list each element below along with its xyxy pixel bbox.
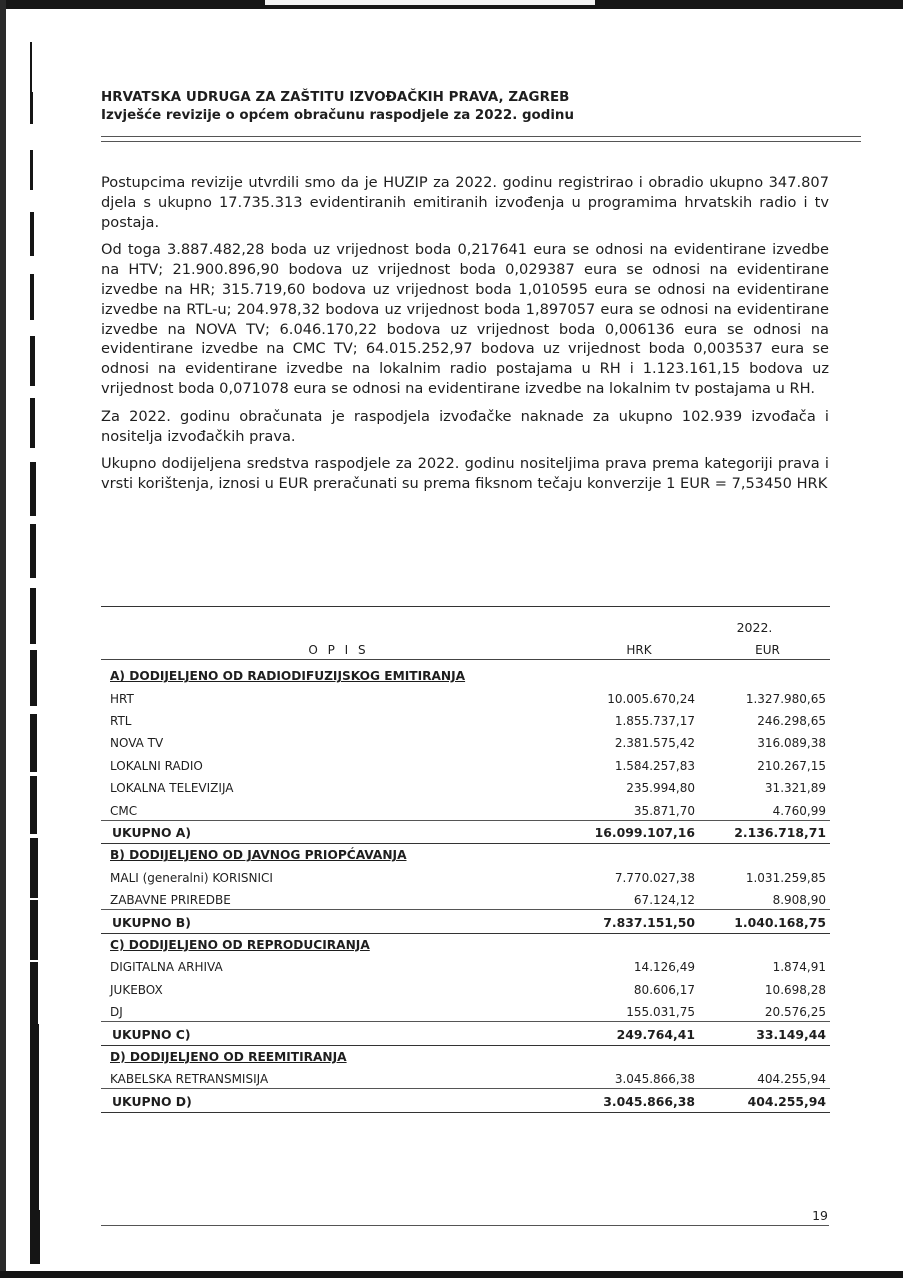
- row-value-eur: 404.255,94: [747, 1094, 826, 1110]
- table-row: [101, 732, 830, 754]
- row-label: C) DODIJELJENO OD REPRODUCIRANJA: [110, 937, 370, 952]
- table-row: [101, 978, 830, 1000]
- table-row: [101, 867, 830, 889]
- row-value-eur: 20.576,25: [764, 1005, 826, 1020]
- row-label: UKUPNO B): [112, 914, 191, 930]
- row-value-hrk: 67.124,12: [633, 893, 695, 908]
- row-value-hrk: 3.045.866,38: [614, 1072, 695, 1087]
- organization-title: HRVATSKA UDRUGA ZA ZAŠTITU IZVOĐAČKIH PRAVA, ZAGREB: [101, 90, 570, 105]
- paragraph-points: Od toga 3.887.482,28 boda uz vrijednost boda 0,217641 eura se odnosi na evidentirane izvedbe na HTV; 21.900.896,90 bodova uz vrijednost boda 0,029387 eura se odnosi na evidentirane izvedbe na HR; 315.719,60 bodova uz vrijednost boda 1,010595 eura se odnosi na evidentirane izvedbe na RTL-u; 204.978,32 bodova uz vrijednost boda 1,897057 eura se odnosi na evidentirane izvedbe na NOVA TV; 6.046.170,22 bodova uz vrijednost boda 0,006136 eura se odnosi na evidentirane izvedbe na CMC TV; 64.015.252,97 bodova uz vrijednost boda 0,003537 eura se odnosi na evidentirane izvedbe na lokalnim radio postajama u RH i 1.123.161,15 bodova uz vrijednost boda 0,071078 eura se odnosi na evidentirane izvedbe na lokalnim tv postajama u RH.: [101, 241, 829, 397]
- row-value-eur: 1.031.259,85: [745, 870, 826, 885]
- page-number: 19: [812, 1208, 828, 1223]
- paragraph-performers: Za 2022. godinu obračunata je raspodjela izvođačke naknade za ukupno 102.939 izvođača i nositelja izvođačkih prava.: [101, 407, 829, 445]
- table-row: [101, 1001, 830, 1023]
- punch-mark: [30, 1086, 39, 1148]
- row-label: RTL: [110, 713, 132, 728]
- punch-mark: [30, 336, 35, 386]
- table-row: [101, 889, 830, 911]
- table-total-row: [101, 1090, 830, 1112]
- report-body: [101, 173, 829, 502]
- row-value-hrk: 235.994,80: [626, 781, 695, 796]
- row-value-hrk: 155.031,75: [626, 1005, 695, 1020]
- table-row: [101, 956, 830, 978]
- row-value-hrk: 2.381.575,42: [614, 736, 695, 751]
- punch-mark: [30, 714, 37, 772]
- row-value-eur: 1.040.168,75: [734, 914, 826, 930]
- row-value-eur: 210.267,15: [757, 758, 826, 773]
- row-value-hrk: 16.099.107,16: [594, 825, 695, 841]
- punch-mark: [30, 150, 33, 190]
- table-row: [101, 687, 830, 709]
- row-label: ZABAVNE PRIREDBE: [110, 893, 231, 908]
- row-value-eur: 2.136.718,71: [734, 825, 826, 841]
- table-total-row: [101, 911, 830, 933]
- table-total-row: [101, 822, 830, 844]
- punch-mark: [30, 962, 38, 1024]
- row-value-hrk: 35.871,70: [633, 803, 695, 818]
- punch-mark: [30, 462, 36, 516]
- document-header: [101, 89, 861, 125]
- row-label: MALI (generalni) KORISNICI: [110, 870, 273, 885]
- row-value-eur: 10.698,28: [764, 982, 826, 997]
- punch-mark: [30, 1210, 40, 1250]
- scan-left-edge: [0, 0, 6, 1278]
- row-value-eur: 31.321,89: [764, 781, 826, 796]
- row-value-hrk: 3.045.866,38: [603, 1094, 695, 1110]
- row-label: NOVA TV: [110, 736, 164, 751]
- row-value-eur: 316.089,38: [757, 736, 826, 751]
- punch-mark: [30, 1148, 39, 1210]
- column-header-eur: EUR: [755, 643, 780, 657]
- column-header-rule: [101, 659, 830, 660]
- row-value-hrk: 14.126,49: [633, 960, 695, 975]
- footer-rule: [101, 1225, 829, 1226]
- row-label: DIGITALNA ARHIVA: [110, 960, 223, 975]
- punch-mark: [30, 212, 34, 256]
- row-label: UKUPNO D): [112, 1094, 192, 1110]
- distribution-table: [101, 606, 830, 1110]
- scan-bottom-border: [0, 1271, 903, 1278]
- punch-mark: [30, 1250, 40, 1264]
- row-value-hrk: 1.855.737,17: [614, 713, 695, 728]
- punch-mark: [30, 92, 33, 124]
- table-top-rule: [101, 606, 830, 607]
- row-value-hrk: 7.770.027,38: [614, 870, 695, 885]
- table-row: [101, 799, 830, 821]
- row-value-eur: 1.874,91: [772, 960, 826, 975]
- row-value-eur: 33.149,44: [756, 1026, 826, 1042]
- punch-mark: [30, 650, 37, 706]
- paragraph-registration: Postupcima revizije utvrdili smo da je HUZIP za 2022. godinu registrirao i obradio ukupno 347.807 djela s ukupno 17.735.313 evidentiranih emitiranih izvođenja u programima hrvatskih radio i tv postaja.: [101, 174, 829, 231]
- row-label: D) DODIJELJENO OD REEMITIRANJA: [110, 1049, 347, 1064]
- row-value-eur: 4.760,99: [772, 803, 826, 818]
- row-value-eur: 1.327.980,65: [745, 691, 826, 706]
- row-label: UKUPNO C): [112, 1026, 191, 1042]
- row-value-eur: 8.908,90: [772, 893, 826, 908]
- row-value-hrk: 10.005.670,24: [607, 691, 695, 706]
- table-row: [101, 755, 830, 777]
- punch-mark: [30, 524, 36, 578]
- table-section-heading: [101, 844, 830, 866]
- scan-top-border-gap: [265, 0, 595, 5]
- punch-mark: [30, 398, 35, 448]
- table-row: [101, 710, 830, 732]
- table-row: [101, 1068, 830, 1090]
- row-label: CMC: [110, 803, 138, 818]
- row-value-hrk: 249.764,41: [616, 1026, 695, 1042]
- column-header-hrk: HRK: [626, 643, 652, 657]
- punch-mark: [30, 1024, 39, 1086]
- row-label: HRT: [110, 691, 134, 706]
- header-rule-bottom: [101, 141, 861, 142]
- row-value-eur: 246.298,65: [757, 713, 826, 728]
- row-label: JUKEBOX: [110, 982, 163, 997]
- year-heading: 2022.: [736, 620, 773, 635]
- report-subtitle: Izvješće revizije o općem obračunu raspodjele za 2022. godinu: [101, 108, 574, 123]
- row-label: B) DODIJELJENO OD JAVNOG PRIOPĆAVANJA: [110, 848, 407, 863]
- punch-mark: [30, 776, 37, 834]
- table-section-heading: [101, 665, 830, 687]
- punch-mark: [30, 838, 38, 898]
- paragraph-conversion: Ukupno dodijeljena sredstva raspodjele za 2022. godinu nositeljima prava prema kategoriji prava i vrsti korištenja, iznosi u EUR preračunati su prema fiksnom tečaju konverzije 1 EUR = 7,53450 HRK: [101, 455, 829, 493]
- punch-mark: [30, 588, 36, 644]
- table-total-row: [101, 1023, 830, 1045]
- row-label: LOKALNI RADIO: [110, 758, 203, 773]
- row-value-hrk: 80.606,17: [633, 982, 695, 997]
- table-section-heading: [101, 1046, 830, 1068]
- punch-mark: [30, 900, 38, 960]
- row-label: LOKALNA TELEVIZIJA: [110, 781, 234, 796]
- row-label: UKUPNO A): [112, 825, 192, 841]
- table-body: [101, 665, 830, 1113]
- table-row: [101, 777, 830, 799]
- row-value-hrk: 1.584.257,83: [614, 758, 695, 773]
- row-label: A) DODIJELJENO OD RADIODIFUZIJSKOG EMITIRANJA: [110, 669, 466, 684]
- header-rule-top: [101, 136, 861, 137]
- row-value-hrk: 7.837.151,50: [603, 914, 695, 930]
- row-label: KABELSKA RETRANSMISIJA: [110, 1072, 269, 1087]
- punch-mark: [30, 274, 34, 320]
- row-label: DJ: [110, 1005, 123, 1020]
- row-value-eur: 404.255,94: [757, 1072, 826, 1087]
- table-section-heading: [101, 934, 830, 956]
- column-header-opis: O P I S: [308, 643, 369, 657]
